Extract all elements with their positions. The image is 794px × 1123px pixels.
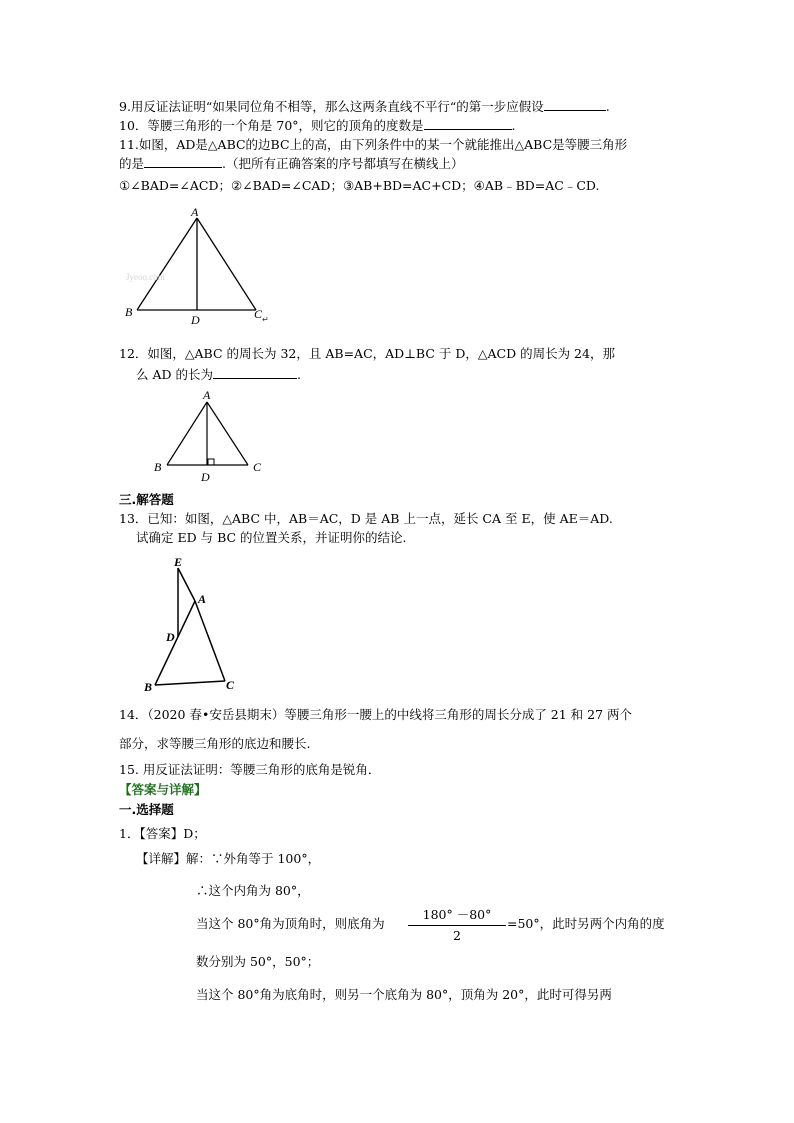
- q10-end: .: [511, 118, 516, 133]
- fig13-label-a: A: [198, 592, 207, 606]
- figure-13-triangle: [140, 553, 250, 695]
- fig12-label-c: C: [253, 460, 262, 474]
- q14-line2: 部分，求等腰三角形的底边和腰长.: [119, 736, 311, 751]
- q11-line2a: 的是: [119, 156, 145, 171]
- fig13-side-ac: [195, 601, 225, 681]
- fig13-label-c: C: [226, 678, 235, 692]
- fig12-label-a: A: [203, 388, 211, 402]
- answer-1-line5: 当这个 80°角为底角时，则另一个底角为 80°，顶角为 20°，此时可得另两: [196, 987, 612, 1002]
- answer-1-line3a: 当这个 80°角为顶角时，则底角为: [196, 916, 385, 931]
- q12-line2-text: 么 AD 的长为: [136, 367, 213, 382]
- fraction-bar: [408, 925, 506, 926]
- fig11-label-b: B: [125, 305, 133, 319]
- fig12-label-b: B: [154, 460, 162, 474]
- answer-1-line4: 数分别为 50°，50°；: [196, 954, 320, 969]
- fig11-label-a: A: [191, 205, 199, 219]
- q13-line1: 13．已知：如图，△ABC 中，AB＝AC，D 是 AB 上一点，延长 CA 至 E，使 AE＝AD.: [119, 511, 613, 526]
- fig11-watermark: Jyeoo.com: [126, 272, 165, 282]
- fig11-label-d: D: [191, 313, 200, 327]
- fig13-label-d: D: [166, 630, 175, 644]
- section-1-heading: 一.选择题: [119, 802, 174, 817]
- q9-answer-blank[interactable]: [544, 98, 606, 111]
- fig13-side-ba: [155, 601, 195, 685]
- answers-heading: 【答案与详解】: [119, 782, 207, 797]
- question-15: 15. 用反证法证明：等腰三角形的底角是锐角．: [119, 762, 381, 777]
- fig11-label-c: C: [254, 307, 263, 321]
- q11-answer-blank[interactable]: [144, 155, 222, 168]
- fig11-side-ab: [137, 218, 197, 310]
- q12-answer-blank[interactable]: [213, 366, 297, 379]
- q13-line2: 试确定 ED 与 BC 的位置关系，并证明你的结论.: [136, 530, 407, 545]
- q10-answer-blank[interactable]: [424, 117, 512, 130]
- fig13-side-bc: [155, 681, 225, 685]
- q11-line2: [119, 155, 464, 173]
- q11-options: ①∠BAD=∠ACD；②∠BAD=∠CAD；③AB+BD=AC+CD；④AB﹣BD=AC﹣CD.: [119, 178, 600, 193]
- answer-1-line2: ∴这个内角为 80°，: [196, 883, 310, 898]
- fig12-side-ab: [167, 402, 207, 465]
- fraction-numerator: 180° －80°: [422, 907, 492, 922]
- answer-1-detail: 【详解】解：∵外角等于 100°，: [136, 851, 321, 866]
- fraction-base-angle: [408, 905, 506, 943]
- q11-line2b: .（把所有正确答案的序号都填写在横线上）: [222, 156, 464, 171]
- paragraph-mark-icon: ↵: [262, 315, 269, 324]
- q9-end: .: [605, 99, 610, 114]
- answer-1-line3b: =50°，此时另两个内角的度: [507, 916, 665, 931]
- q11-line1: 11.如图，AD是△ABC的边BC上的高，由下列条件中的某一个就能推出△ABC是等腰三角形: [119, 137, 628, 152]
- fig12-right-angle-mark: [208, 459, 214, 465]
- figure-11-triangle: [120, 200, 270, 330]
- question-10: [119, 117, 516, 135]
- question-9: [119, 98, 610, 116]
- q14-line1: 14．（2020 春•安岳县期末）等腰三角形一腰上的中线将三角形的周长分成了 21 和 27 两个: [119, 707, 633, 722]
- q12-line2: [136, 366, 301, 384]
- q9-text: 9.用反证法证明“如果同位角不相等，那么这两条直线不平行“的第一步应假设: [119, 99, 544, 114]
- fig13-label-b: B: [144, 680, 153, 694]
- fig12-side-ac: [207, 402, 248, 465]
- answer-1: 1．【答案】D；: [119, 826, 206, 841]
- q12-line1: 12．如图，△ABC 的周长为 32，且 AB=AC，AD⊥BC 于 D，△ACD 的周长为 24，那: [119, 346, 615, 361]
- fraction-denominator: 2: [453, 928, 461, 943]
- figure-12-triangle: [145, 385, 275, 485]
- fig11-side-ac: [197, 218, 256, 310]
- section-3-heading: 三.解答题: [119, 492, 174, 507]
- fig12-label-d: D: [201, 470, 210, 484]
- q10-text: 10．等腰三角形的一个角是 70°，则它的顶角的度数是: [119, 118, 424, 133]
- fig13-label-e: E: [174, 555, 183, 569]
- fig13-extension-ae: [178, 568, 195, 601]
- q12-end: .: [297, 367, 301, 382]
